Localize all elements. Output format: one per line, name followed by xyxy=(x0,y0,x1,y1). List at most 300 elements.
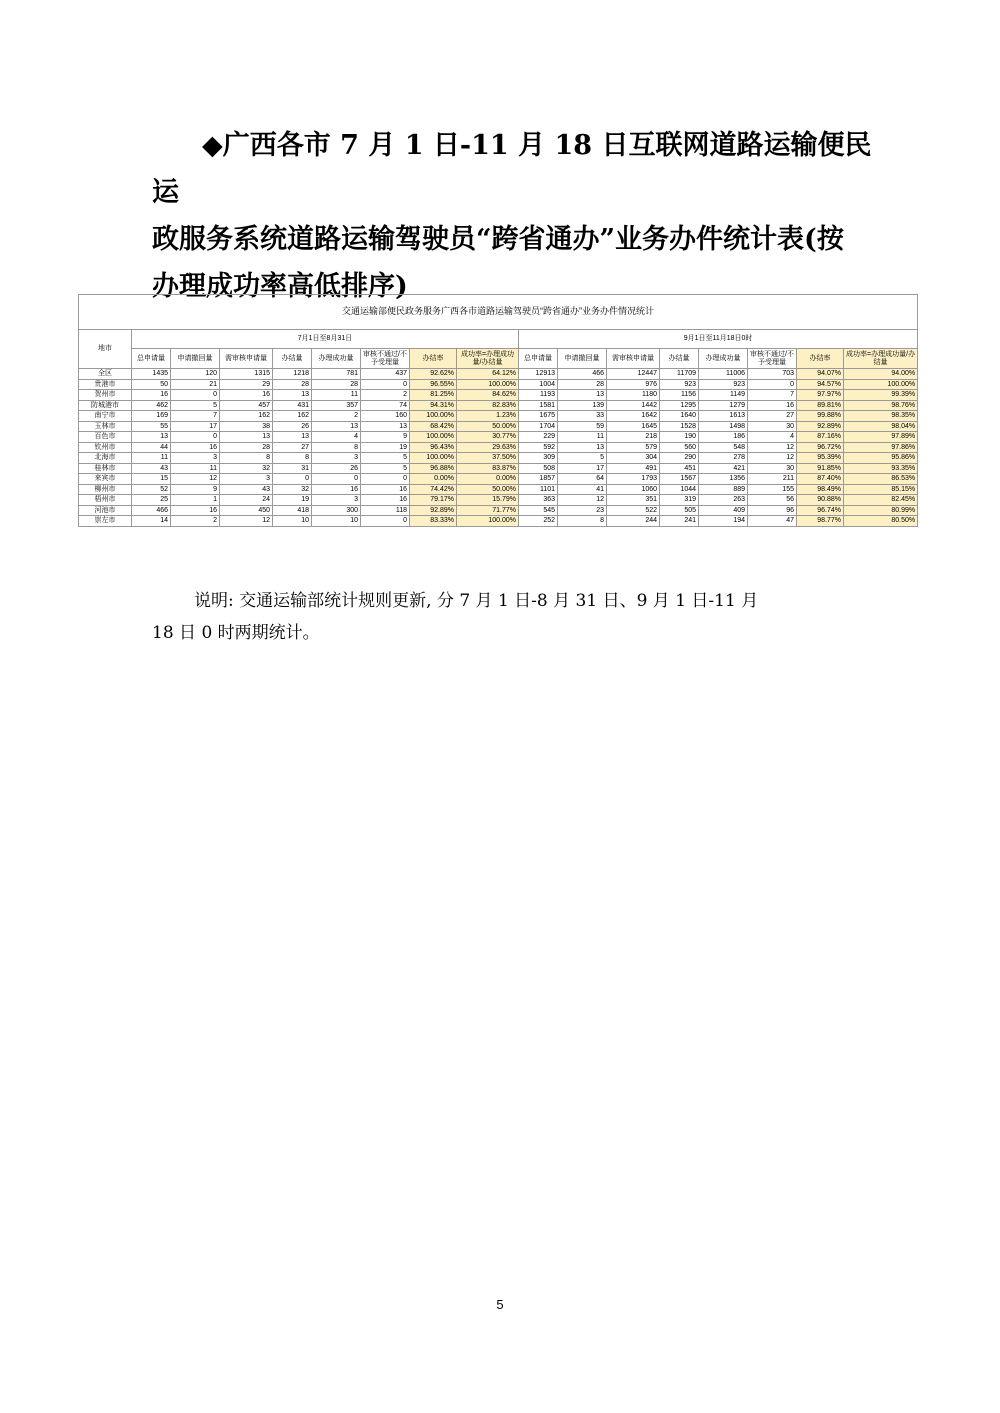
value-cell: 278 xyxy=(699,453,748,464)
value-cell: 55 xyxy=(132,421,171,432)
value-cell: 357 xyxy=(312,400,361,411)
value-cell: 5 xyxy=(171,400,220,411)
notes xyxy=(152,585,872,649)
column-header: 审核不通过/不予受理量 xyxy=(748,349,797,369)
value-cell: 8 xyxy=(558,516,607,527)
rate-cell: 100.00% xyxy=(457,516,519,527)
rate-cell: 83.33% xyxy=(410,516,457,527)
value-cell: 17 xyxy=(171,421,220,432)
table-row xyxy=(79,369,918,380)
value-cell: 1218 xyxy=(273,369,312,380)
value-cell: 592 xyxy=(519,442,558,453)
value-cell: 19 xyxy=(273,495,312,506)
value-cell: 21 xyxy=(171,379,220,390)
value-cell: 4 xyxy=(748,432,797,443)
city-cell: 玉林市 xyxy=(79,421,132,432)
value-cell: 11 xyxy=(312,390,361,401)
column-header: 总申请量 xyxy=(519,349,558,369)
value-cell: 14 xyxy=(132,516,171,527)
rate-cell: 80.99% xyxy=(844,505,918,516)
value-cell: 28 xyxy=(312,379,361,390)
rate-cell: 86.53% xyxy=(844,474,918,485)
value-cell: 8 xyxy=(220,453,273,464)
value-cell: 505 xyxy=(660,505,699,516)
value-cell: 12913 xyxy=(519,369,558,380)
rate-cell: 0.00% xyxy=(457,474,519,485)
value-cell: 11709 xyxy=(660,369,699,380)
value-cell: 16 xyxy=(132,390,171,401)
rate-cell: 92.62% xyxy=(410,369,457,380)
value-cell: 450 xyxy=(220,505,273,516)
table-row xyxy=(79,400,918,411)
value-cell: 13 xyxy=(558,390,607,401)
value-cell: 13 xyxy=(312,421,361,432)
value-cell: 27 xyxy=(748,411,797,422)
value-cell: 120 xyxy=(171,369,220,380)
rate-cell: 96.74% xyxy=(797,505,844,516)
value-cell: 43 xyxy=(220,484,273,495)
value-cell: 24 xyxy=(220,495,273,506)
value-cell: 13 xyxy=(220,432,273,443)
value-cell: 1567 xyxy=(660,474,699,485)
value-cell: 38 xyxy=(220,421,273,432)
value-cell: 43 xyxy=(132,463,171,474)
value-cell: 13 xyxy=(273,390,312,401)
value-cell: 451 xyxy=(660,463,699,474)
value-cell: 304 xyxy=(607,453,660,464)
rate-cell: 82.83% xyxy=(457,400,519,411)
city-cell: 崇左市 xyxy=(79,516,132,527)
city-cell: 北海市 xyxy=(79,453,132,464)
value-cell: 1793 xyxy=(607,474,660,485)
rate-cell: 94.57% xyxy=(797,379,844,390)
city-cell: 梧州市 xyxy=(79,495,132,506)
rate-cell: 93.35% xyxy=(844,463,918,474)
value-cell: 2 xyxy=(361,390,410,401)
value-cell: 25 xyxy=(132,495,171,506)
value-cell: 457 xyxy=(220,400,273,411)
notes-line-2: 18 日 0 时两期统计。 xyxy=(152,623,320,643)
value-cell: 28 xyxy=(220,442,273,453)
value-cell: 16 xyxy=(361,484,410,495)
value-cell: 52 xyxy=(132,484,171,495)
rate-cell: 0.00% xyxy=(410,474,457,485)
rate-cell: 29.63% xyxy=(457,442,519,453)
value-cell: 186 xyxy=(699,432,748,443)
rate-cell: 95.86% xyxy=(844,453,918,464)
value-cell: 31 xyxy=(273,463,312,474)
value-cell: 1193 xyxy=(519,390,558,401)
rate-cell: 100.00% xyxy=(410,453,457,464)
rate-cell: 94.00% xyxy=(844,369,918,380)
value-cell: 5 xyxy=(361,453,410,464)
heading-line-2: 政服务系统道路运输驾驶员“跨省通办”业务办件统计表(按 xyxy=(152,224,844,255)
value-cell: 19 xyxy=(361,442,410,453)
value-cell: 7 xyxy=(171,411,220,422)
heading-line-1: ◆广西各市 7 月 1 日-11 月 18 日互联网道路运输便民运 xyxy=(152,130,872,208)
rate-cell: 100.00% xyxy=(410,432,457,443)
value-cell: 13 xyxy=(361,421,410,432)
value-cell: 0 xyxy=(171,390,220,401)
table-row xyxy=(79,516,918,527)
value-cell: 9 xyxy=(171,484,220,495)
rate-cell: 74.42% xyxy=(410,484,457,495)
rate-cell: 97.89% xyxy=(844,432,918,443)
value-cell: 64 xyxy=(558,474,607,485)
value-cell: 16 xyxy=(361,495,410,506)
value-cell: 244 xyxy=(607,516,660,527)
notes-line-1: 说明: 交通运输部统计规则更新, 分 7 月 1 日-8 月 31 日、9 月 1 日-11 月 xyxy=(194,591,759,611)
value-cell: 1642 xyxy=(607,411,660,422)
value-cell: 0 xyxy=(171,432,220,443)
value-cell: 1613 xyxy=(699,411,748,422)
value-cell: 11006 xyxy=(699,369,748,380)
value-cell: 1004 xyxy=(519,379,558,390)
value-cell: 309 xyxy=(519,453,558,464)
value-cell: 218 xyxy=(607,432,660,443)
rate-cell: 71.77% xyxy=(457,505,519,516)
value-cell: 33 xyxy=(558,411,607,422)
column-header: 办结率 xyxy=(797,349,844,369)
value-cell: 923 xyxy=(660,379,699,390)
rate-cell: 98.49% xyxy=(797,484,844,495)
rate-cell: 1.23% xyxy=(457,411,519,422)
table-row xyxy=(79,442,918,453)
value-cell: 466 xyxy=(132,505,171,516)
value-cell: 1279 xyxy=(699,400,748,411)
value-cell: 28 xyxy=(273,379,312,390)
value-cell: 462 xyxy=(132,400,171,411)
rate-cell: 94.07% xyxy=(797,369,844,380)
value-cell: 1101 xyxy=(519,484,558,495)
value-cell: 522 xyxy=(607,505,660,516)
rate-cell: 92.89% xyxy=(797,421,844,432)
value-cell: 1857 xyxy=(519,474,558,485)
rate-cell: 80.50% xyxy=(844,516,918,527)
value-cell: 32 xyxy=(220,463,273,474)
value-cell: 13 xyxy=(558,442,607,453)
value-cell: 8 xyxy=(273,453,312,464)
table-row xyxy=(79,453,918,464)
value-cell: 1442 xyxy=(607,400,660,411)
table-title: 交通运输部便民政务服务广西各市道路运输驾驶员“跨省通办”业务办件情况统计 xyxy=(79,295,918,330)
value-cell: 1060 xyxy=(607,484,660,495)
table-row xyxy=(79,390,918,401)
column-header: 成功率=办理成功量/办结量 xyxy=(844,349,918,369)
rate-cell: 68.42% xyxy=(410,421,457,432)
value-cell: 155 xyxy=(748,484,797,495)
value-cell: 3 xyxy=(171,453,220,464)
value-cell: 1675 xyxy=(519,411,558,422)
value-cell: 26 xyxy=(312,463,361,474)
value-cell: 59 xyxy=(558,421,607,432)
rate-cell: 96.72% xyxy=(797,442,844,453)
value-cell: 30 xyxy=(748,421,797,432)
value-cell: 11 xyxy=(171,463,220,474)
column-header: 审核不通过/不予受理量 xyxy=(361,349,410,369)
table-row xyxy=(79,484,918,495)
rate-cell: 90.88% xyxy=(797,495,844,506)
rate-cell: 87.16% xyxy=(797,432,844,443)
city-cell: 来宾市 xyxy=(79,474,132,485)
value-cell: 437 xyxy=(361,369,410,380)
column-header: 办结量 xyxy=(273,349,312,369)
value-cell: 1156 xyxy=(660,390,699,401)
value-cell: 41 xyxy=(558,484,607,495)
value-cell: 162 xyxy=(273,411,312,422)
column-header: 总申请量 xyxy=(132,349,171,369)
rate-cell: 98.35% xyxy=(844,411,918,422)
rate-cell: 64.12% xyxy=(457,369,519,380)
rate-cell: 96.43% xyxy=(410,442,457,453)
city-cell: 百色市 xyxy=(79,432,132,443)
column-header: 需审核申请量 xyxy=(607,349,660,369)
value-cell: 548 xyxy=(699,442,748,453)
city-header: 地市 xyxy=(79,330,132,369)
value-cell: 23 xyxy=(558,505,607,516)
value-cell: 0 xyxy=(748,379,797,390)
rate-cell: 50.00% xyxy=(457,421,519,432)
value-cell: 1044 xyxy=(660,484,699,495)
value-cell: 1149 xyxy=(699,390,748,401)
rate-cell: 100.00% xyxy=(457,379,519,390)
rate-cell: 98.77% xyxy=(797,516,844,527)
value-cell: 290 xyxy=(660,453,699,464)
value-cell: 976 xyxy=(607,379,660,390)
value-cell: 363 xyxy=(519,495,558,506)
value-cell: 4 xyxy=(312,432,361,443)
value-cell: 44 xyxy=(132,442,171,453)
rate-cell: 85.15% xyxy=(844,484,918,495)
value-cell: 12 xyxy=(748,453,797,464)
value-cell: 252 xyxy=(519,516,558,527)
value-cell: 12447 xyxy=(607,369,660,380)
value-cell: 241 xyxy=(660,516,699,527)
rate-cell: 96.55% xyxy=(410,379,457,390)
value-cell: 421 xyxy=(699,463,748,474)
value-cell: 545 xyxy=(519,505,558,516)
value-cell: 300 xyxy=(312,505,361,516)
value-cell: 194 xyxy=(699,516,748,527)
rate-cell: 83.87% xyxy=(457,463,519,474)
value-cell: 15 xyxy=(132,474,171,485)
city-cell: 防城港市 xyxy=(79,400,132,411)
city-cell: 南宁市 xyxy=(79,411,132,422)
value-cell: 16 xyxy=(220,390,273,401)
rate-cell: 84.62% xyxy=(457,390,519,401)
statistics-table-container xyxy=(78,294,917,527)
value-cell: 1180 xyxy=(607,390,660,401)
value-cell: 56 xyxy=(748,495,797,506)
value-cell: 30 xyxy=(748,463,797,474)
value-cell: 2 xyxy=(312,411,361,422)
value-cell: 560 xyxy=(660,442,699,453)
column-header: 办理成功量 xyxy=(312,349,361,369)
value-cell: 11 xyxy=(558,432,607,443)
rate-cell: 91.85% xyxy=(797,463,844,474)
rate-cell: 99.39% xyxy=(844,390,918,401)
value-cell: 508 xyxy=(519,463,558,474)
value-cell: 1295 xyxy=(660,400,699,411)
value-cell: 16 xyxy=(312,484,361,495)
value-cell: 139 xyxy=(558,400,607,411)
value-cell: 319 xyxy=(660,495,699,506)
column-header: 办结率 xyxy=(410,349,457,369)
table-row xyxy=(79,505,918,516)
value-cell: 169 xyxy=(132,411,171,422)
city-cell: 钦州市 xyxy=(79,442,132,453)
city-cell: 全区 xyxy=(79,369,132,380)
rate-cell: 98.76% xyxy=(844,400,918,411)
value-cell: 2 xyxy=(171,516,220,527)
value-cell: 5 xyxy=(361,463,410,474)
value-cell: 13 xyxy=(273,432,312,443)
value-cell: 96 xyxy=(748,505,797,516)
value-cell: 17 xyxy=(558,463,607,474)
value-cell: 1640 xyxy=(660,411,699,422)
table-row xyxy=(79,463,918,474)
value-cell: 9 xyxy=(361,432,410,443)
statistics-table xyxy=(78,294,918,527)
value-cell: 923 xyxy=(699,379,748,390)
city-cell: 河池市 xyxy=(79,505,132,516)
value-cell: 12 xyxy=(558,495,607,506)
value-cell: 431 xyxy=(273,400,312,411)
value-cell: 703 xyxy=(748,369,797,380)
table-row xyxy=(79,432,918,443)
value-cell: 12 xyxy=(220,516,273,527)
value-cell: 579 xyxy=(607,442,660,453)
value-cell: 12 xyxy=(171,474,220,485)
value-cell: 889 xyxy=(699,484,748,495)
value-cell: 16 xyxy=(171,505,220,516)
value-cell: 1435 xyxy=(132,369,171,380)
city-cell: 贵港市 xyxy=(79,379,132,390)
table-row xyxy=(79,379,918,390)
value-cell: 162 xyxy=(220,411,273,422)
column-header: 申请撤回量 xyxy=(171,349,220,369)
document-heading xyxy=(152,122,872,310)
rate-cell: 97.86% xyxy=(844,442,918,453)
rate-cell: 98.04% xyxy=(844,421,918,432)
rate-cell: 79.17% xyxy=(410,495,457,506)
value-cell: 3 xyxy=(312,495,361,506)
rate-cell: 100.00% xyxy=(844,379,918,390)
value-cell: 1704 xyxy=(519,421,558,432)
column-header: 申请撤回量 xyxy=(558,349,607,369)
value-cell: 466 xyxy=(558,369,607,380)
table-row xyxy=(79,495,918,506)
rate-cell: 82.45% xyxy=(844,495,918,506)
value-cell: 27 xyxy=(273,442,312,453)
value-cell: 0 xyxy=(273,474,312,485)
rate-cell: 95.39% xyxy=(797,453,844,464)
rate-cell: 97.97% xyxy=(797,390,844,401)
value-cell: 0 xyxy=(361,516,410,527)
value-cell: 32 xyxy=(273,484,312,495)
value-cell: 5 xyxy=(558,453,607,464)
value-cell: 190 xyxy=(660,432,699,443)
period1-header: 7月1日至8月31日 xyxy=(132,330,519,349)
value-cell: 3 xyxy=(312,453,361,464)
heading-line-3: 办理成功率高低排序) xyxy=(152,271,408,302)
value-cell: 418 xyxy=(273,505,312,516)
value-cell: 28 xyxy=(558,379,607,390)
value-cell: 29 xyxy=(220,379,273,390)
value-cell: 10 xyxy=(273,516,312,527)
value-cell: 0 xyxy=(361,379,410,390)
value-cell: 1581 xyxy=(519,400,558,411)
city-cell: 桂林市 xyxy=(79,463,132,474)
value-cell: 26 xyxy=(273,421,312,432)
rate-cell: 100.00% xyxy=(410,411,457,422)
rate-cell: 99.88% xyxy=(797,411,844,422)
rate-cell: 96.88% xyxy=(410,463,457,474)
rate-cell: 50.00% xyxy=(457,484,519,495)
rate-cell: 89.81% xyxy=(797,400,844,411)
rate-cell: 30.77% xyxy=(457,432,519,443)
value-cell: 781 xyxy=(312,369,361,380)
rate-cell: 94.31% xyxy=(410,400,457,411)
rate-cell: 37.50% xyxy=(457,453,519,464)
table-row xyxy=(79,411,918,422)
value-cell: 351 xyxy=(607,495,660,506)
value-cell: 0 xyxy=(312,474,361,485)
value-cell: 10 xyxy=(312,516,361,527)
page-number: 5 xyxy=(496,1297,504,1312)
rate-cell: 92.89% xyxy=(410,505,457,516)
value-cell: 1498 xyxy=(699,421,748,432)
column-header: 办理成功量 xyxy=(699,349,748,369)
value-cell: 160 xyxy=(361,411,410,422)
value-cell: 3 xyxy=(220,474,273,485)
value-cell: 1528 xyxy=(660,421,699,432)
value-cell: 13 xyxy=(132,432,171,443)
value-cell: 263 xyxy=(699,495,748,506)
value-cell: 12 xyxy=(748,442,797,453)
value-cell: 16 xyxy=(171,442,220,453)
value-cell: 409 xyxy=(699,505,748,516)
value-cell: 211 xyxy=(748,474,797,485)
table-row xyxy=(79,474,918,485)
value-cell: 7 xyxy=(748,390,797,401)
value-cell: 229 xyxy=(519,432,558,443)
column-header: 办结量 xyxy=(660,349,699,369)
value-cell: 50 xyxy=(132,379,171,390)
value-cell: 0 xyxy=(361,474,410,485)
value-cell: 1356 xyxy=(699,474,748,485)
value-cell: 491 xyxy=(607,463,660,474)
value-cell: 16 xyxy=(748,400,797,411)
value-cell: 11 xyxy=(132,453,171,464)
column-header: 需审核申请量 xyxy=(220,349,273,369)
rate-cell: 87.40% xyxy=(797,474,844,485)
value-cell: 1645 xyxy=(607,421,660,432)
value-cell: 74 xyxy=(361,400,410,411)
table-row xyxy=(79,421,918,432)
value-cell: 118 xyxy=(361,505,410,516)
rate-cell: 15.79% xyxy=(457,495,519,506)
period2-header: 9月1日至11月18日0时 xyxy=(519,330,918,349)
value-cell: 1 xyxy=(171,495,220,506)
value-cell: 1315 xyxy=(220,369,273,380)
value-cell: 47 xyxy=(748,516,797,527)
city-cell: 贺州市 xyxy=(79,390,132,401)
rate-cell: 81.25% xyxy=(410,390,457,401)
value-cell: 8 xyxy=(312,442,361,453)
city-cell: 柳州市 xyxy=(79,484,132,495)
column-header: 成功率=办理成功量/办结量 xyxy=(457,349,519,369)
